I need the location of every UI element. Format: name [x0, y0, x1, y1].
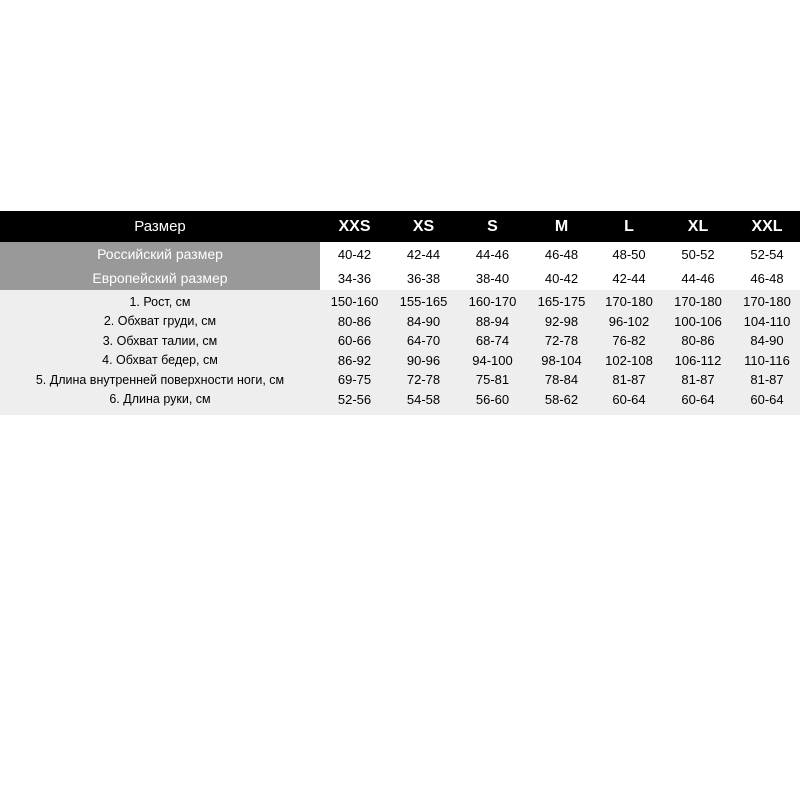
measurement-label: 5. Длина внутренней поверхности ноги, см	[35, 372, 285, 387]
table-cell: 81-87	[750, 372, 784, 388]
european-size-cells	[320, 271, 800, 286]
measurement-label: 4. Обхват бедер, см	[102, 353, 218, 368]
table-cell: 54-58	[406, 391, 441, 407]
table-cell: 76-82	[612, 333, 646, 349]
table-cell: 86-92	[337, 352, 372, 368]
table-cell: 102-108	[605, 352, 653, 368]
measurement-label: 6. Длина руки, см	[109, 392, 211, 407]
table-cell: 42-44	[612, 270, 646, 286]
table-cell: 72-78	[406, 372, 441, 388]
table-cell: 104-110	[743, 313, 791, 329]
table-cell: 90-96	[406, 352, 441, 368]
european-size-row	[0, 266, 800, 290]
table-cell: 155-165	[399, 294, 448, 310]
size-m: M	[554, 217, 569, 235]
measurement-cells	[320, 353, 800, 368]
table-cell: 165-175	[537, 294, 586, 310]
table-cell: 150-160	[330, 294, 379, 310]
table-cell: 106-112	[674, 352, 722, 368]
table-cell: 84-90	[750, 333, 784, 349]
table-cell: 64-70	[406, 333, 441, 349]
table-row	[0, 312, 800, 332]
table-cell: 96-102	[608, 313, 650, 329]
table-cell: 46-48	[544, 246, 579, 262]
table-cell: 40-42	[544, 270, 579, 286]
table-cell: 98-104	[541, 352, 582, 368]
measurement-cells	[320, 294, 800, 309]
table-cell: 100-106	[674, 313, 722, 329]
table-cell: 170-180	[743, 294, 791, 310]
table-cell: 38-40	[475, 270, 510, 286]
russian-size-label: Российский размер	[0, 242, 320, 266]
table-cell: 170-180	[605, 294, 653, 310]
table-cell: 40-42	[337, 246, 372, 262]
table-cell: 84-90	[406, 313, 441, 329]
table-row	[0, 370, 800, 390]
table-cell: 170-180	[674, 294, 722, 310]
table-cell: 60-66	[337, 333, 372, 349]
size-xl: XL	[687, 217, 709, 235]
table-cell: 56-60	[475, 391, 510, 407]
table-cell: 44-46	[681, 270, 715, 286]
measurement-label: 2. Обхват груди, см	[103, 314, 217, 329]
size-xs: XS	[412, 217, 435, 235]
russian-size-cells	[320, 247, 800, 262]
table-cell: 50-52	[681, 246, 715, 262]
table-cell: 52-56	[337, 391, 372, 407]
table-cell: 44-46	[475, 246, 510, 262]
measurement-cells	[320, 392, 800, 407]
european-size-label: Европейский размер	[0, 266, 320, 290]
measurements-block	[0, 290, 800, 415]
measurement-cells	[320, 314, 800, 329]
size-xxl: XXL	[751, 217, 783, 235]
size-s: S	[487, 217, 498, 235]
table-cell: 52-54	[750, 246, 784, 262]
table-cell: 160-170	[468, 294, 517, 310]
table-cell: 80-86	[681, 333, 715, 349]
table-cell: 92-98	[544, 313, 579, 329]
measurement-label: 1. Рост, см	[129, 294, 191, 309]
table-row	[0, 292, 800, 312]
size-l: L	[624, 217, 634, 235]
table-cell: 42-44	[406, 246, 441, 262]
table-cell: 80-86	[337, 313, 372, 329]
measurement-cells	[320, 333, 800, 348]
table-cell: 58-62	[544, 391, 579, 407]
table-cell: 110-116	[744, 352, 790, 368]
table-row	[0, 390, 800, 410]
size-header-cells	[320, 218, 800, 236]
table-cell: 60-64	[612, 391, 646, 407]
table-cell: 78-84	[544, 372, 579, 388]
table-cell: 81-87	[612, 372, 646, 388]
table-row	[0, 331, 800, 351]
table-cell: 75-81	[475, 372, 510, 388]
size-chart	[0, 211, 800, 415]
table-cell: 68-74	[475, 333, 510, 349]
table-cell: 36-38	[406, 270, 441, 286]
table-cell: 34-36	[337, 270, 372, 286]
table-cell: 72-78	[544, 333, 579, 349]
table-cell: 48-50	[612, 246, 646, 262]
size-header-label: Размер	[134, 218, 186, 235]
table-cell: 81-87	[681, 372, 715, 388]
russian-size-row	[0, 242, 800, 266]
table-cell: 60-64	[750, 391, 784, 407]
table-cell: 60-64	[681, 391, 715, 407]
table-cell: 46-48	[750, 270, 784, 286]
table-cell: 88-94	[475, 313, 510, 329]
size-header-row	[0, 211, 800, 242]
measurement-label: 3. Обхват талии, см	[102, 333, 218, 348]
table-row	[0, 351, 800, 371]
table-cell: 69-75	[337, 372, 372, 388]
table-cell: 94-100	[472, 352, 513, 368]
size-xxs: XXS	[338, 217, 371, 235]
measurement-cells	[320, 372, 800, 387]
